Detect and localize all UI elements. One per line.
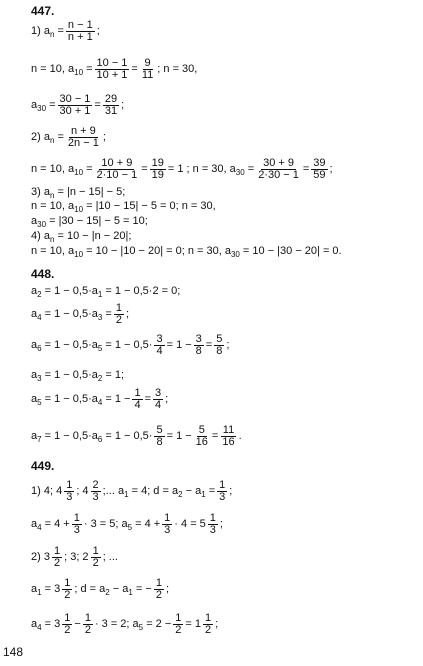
- text: = 1 − 0,5·a: [44, 430, 98, 442]
- numerator: 1: [73, 512, 80, 524]
- subscript: 5: [97, 344, 103, 353]
- fraction: [194, 334, 204, 357]
- text: 2) a: [31, 131, 50, 143]
- text: = −: [135, 583, 152, 595]
- text: − a: [185, 485, 202, 497]
- text: =: [247, 163, 255, 175]
- fraction: [72, 513, 82, 536]
- fraction: [64, 480, 74, 503]
- fraction: [214, 334, 224, 357]
- denominator: 2: [205, 624, 212, 636]
- fraction: [208, 513, 218, 536]
- text: =: [94, 99, 101, 111]
- text: ; 4: [76, 485, 89, 497]
- text: n = 10, a: [31, 245, 75, 257]
- text: 4) a: [31, 230, 50, 242]
- text: =: [105, 308, 112, 320]
- denominator: 11: [141, 69, 154, 81]
- numerator: 2: [92, 479, 99, 491]
- numerator: 1: [66, 479, 73, 491]
- denominator: 8: [195, 345, 202, 357]
- denominator: 3: [209, 524, 216, 536]
- numerator: n + 9: [70, 125, 96, 137]
- text: = 1 − 0,5·2 = 0;: [105, 285, 181, 297]
- numerator: 1: [64, 612, 71, 624]
- subscript: 30: [37, 104, 47, 113]
- text: =: [144, 393, 152, 405]
- text: = |n − 15| − 5;: [57, 186, 126, 198]
- subscript: 4: [97, 398, 103, 407]
- exercise-448-line-5: [31, 388, 168, 411]
- denominator: 16: [222, 436, 235, 448]
- exercise-449-heading: 449.: [31, 459, 55, 473]
- denominator: 4: [155, 399, 162, 411]
- denominator: 4: [134, 399, 141, 411]
- fraction: [311, 158, 327, 181]
- exercise-447-line-7: [31, 200, 216, 213]
- fraction: [132, 388, 142, 411]
- subscript: 2: [97, 374, 103, 383]
- text: − a: [112, 583, 129, 595]
- denominator: 2·30 − 1: [258, 169, 299, 181]
- numerator: 3: [195, 333, 202, 345]
- text: 1) a: [31, 25, 50, 37]
- denominator: 2: [155, 589, 162, 601]
- text: a: [31, 99, 38, 111]
- denominator: 16: [195, 436, 208, 448]
- text: 1) 4; 4: [31, 485, 63, 497]
- text: = 2 −: [146, 618, 172, 630]
- exercise-449-line-3: [31, 546, 118, 569]
- numerator: 11: [222, 424, 235, 436]
- numerator: 19: [151, 157, 164, 169]
- fraction: [62, 613, 72, 636]
- text: = 1 − 0,5·a: [44, 393, 98, 405]
- subscript: 1: [97, 290, 103, 299]
- text: = |10 − 15| − 5 = 0; n = 30,: [86, 200, 216, 212]
- exercise-448-line-3: [31, 334, 229, 357]
- text: ;: [229, 485, 233, 497]
- numerator: 1: [175, 612, 182, 624]
- denominator: n + 1: [67, 31, 93, 43]
- numerator: 10 + 9: [101, 157, 133, 169]
- denominator: 8: [216, 345, 223, 357]
- exercise-447-line-8: [31, 215, 148, 228]
- exercise-447-line-1: [31, 20, 100, 43]
- text: ;: [329, 163, 333, 175]
- text: =: [57, 25, 64, 37]
- numerator: 3: [156, 333, 163, 345]
- fraction: [66, 126, 101, 149]
- numerator: 1: [115, 302, 122, 314]
- subscript: 30: [37, 220, 47, 229]
- text: a: [31, 618, 38, 630]
- numerator: 5: [216, 333, 223, 345]
- denominator: 2: [175, 624, 182, 636]
- text: = |30 − 15| − 5 = 10;: [49, 215, 148, 227]
- text: ;: [219, 518, 223, 530]
- subscript: 6: [37, 344, 42, 353]
- numerator: 1: [53, 545, 61, 557]
- text: n = 10, a: [31, 163, 75, 175]
- subscript: n: [49, 30, 55, 39]
- text: = 1 − 0,5·a: [44, 308, 98, 320]
- exercise-449-line-4: [31, 578, 169, 601]
- denominator: 31: [104, 105, 118, 117]
- fraction: [62, 578, 72, 601]
- fraction: [140, 58, 155, 81]
- fraction: [103, 94, 119, 117]
- text: =: [208, 485, 216, 497]
- numerator: 1: [92, 545, 99, 557]
- text: ;: [102, 131, 106, 143]
- numerator: 1: [209, 512, 216, 524]
- fraction: [154, 578, 164, 601]
- numerator: 3: [155, 387, 162, 399]
- subscript: 1: [124, 490, 129, 499]
- subscript: n: [49, 191, 55, 200]
- subscript: 30: [235, 168, 245, 177]
- subscript: n: [49, 235, 55, 244]
- text: =: [86, 63, 93, 75]
- text: ;: [125, 308, 129, 320]
- text: =: [211, 430, 219, 442]
- text: = 1 − 0,5·a: [44, 285, 98, 297]
- exercise-447-line-5: [31, 158, 333, 181]
- text: ; 3; 2: [64, 551, 89, 563]
- exercise-447-line-9: [31, 230, 131, 243]
- text: = 10 − |n − 20|;: [57, 230, 132, 242]
- denominator: 8: [156, 436, 163, 448]
- text: ;: [226, 339, 230, 351]
- fraction: [91, 546, 101, 569]
- fraction: [83, 613, 93, 636]
- exercise-448-line-6: [31, 425, 242, 448]
- subscript: 3: [37, 374, 42, 383]
- text: a: [31, 215, 38, 227]
- text: = 3: [44, 618, 61, 630]
- numerator: 30 − 1: [59, 93, 91, 105]
- text: a: [31, 369, 38, 381]
- subscript: 10: [74, 250, 84, 259]
- fraction: [173, 613, 183, 636]
- subscript: 4: [37, 523, 42, 532]
- fraction: [220, 425, 236, 448]
- fraction: [52, 546, 62, 569]
- subscript: 7: [37, 435, 42, 444]
- fraction: [256, 158, 301, 181]
- text: = 4; d = a: [131, 485, 179, 497]
- denominator: 2: [92, 557, 99, 569]
- exercise-447-line-4: [31, 126, 106, 149]
- numerator: 1: [134, 387, 141, 399]
- denominator: 2: [64, 624, 71, 636]
- numerator: 9: [144, 57, 151, 69]
- subscript: 5: [127, 523, 133, 532]
- subscript: 2: [178, 490, 183, 499]
- numerator: 1: [164, 512, 171, 524]
- subscript: 2: [105, 588, 110, 597]
- text: n = 10, a: [31, 63, 75, 75]
- fraction: [154, 334, 164, 357]
- text: ;: [96, 25, 100, 37]
- text: = 1 −: [166, 430, 192, 442]
- text: · 4 = 5: [174, 518, 206, 530]
- text: a: [31, 308, 38, 320]
- denominator: 2·10 − 1: [96, 169, 138, 181]
- subscript: 1: [37, 588, 42, 597]
- fraction: [114, 303, 124, 326]
- text: · 3 = 2; a: [94, 618, 139, 630]
- text: ;: [121, 99, 125, 111]
- text: a: [31, 285, 38, 297]
- text: = 3: [44, 583, 61, 595]
- text: = 4 +: [135, 518, 161, 530]
- fraction: [153, 388, 163, 411]
- subscript: 30: [230, 250, 240, 259]
- text: = 10 − |10 − 20| = 0; n = 30, a: [86, 245, 231, 257]
- numerator: 1: [84, 612, 91, 624]
- numerator: 1: [205, 612, 212, 624]
- numerator: 10 − 1: [96, 57, 128, 69]
- numerator: 29: [104, 93, 118, 105]
- text: a: [31, 430, 38, 442]
- denominator: 3: [219, 491, 226, 503]
- fraction: [194, 425, 210, 448]
- exercise-447-line-2: [31, 58, 197, 81]
- text: = 1 −: [105, 393, 131, 405]
- subscript: 5: [37, 398, 42, 407]
- denominator: 3: [73, 524, 80, 536]
- text: n = 10, a: [31, 200, 75, 212]
- text: =: [57, 131, 64, 143]
- exercise-448-heading: 448.: [31, 267, 55, 281]
- text: 3) a: [31, 186, 50, 198]
- text: = 1 − 0,5·a: [44, 369, 98, 381]
- fraction: [58, 94, 93, 117]
- numerator: 39: [313, 157, 326, 169]
- text: ;: [165, 583, 169, 595]
- denominator: 19: [151, 169, 164, 181]
- text: = 1 ; n = 30, a: [167, 163, 236, 175]
- subscript: 1: [201, 490, 206, 499]
- denominator: 4: [156, 345, 163, 357]
- exercise-447-line-10: [31, 245, 342, 258]
- denominator: 2: [53, 557, 61, 569]
- subscript: 5: [138, 623, 144, 632]
- denominator: 2: [115, 314, 122, 326]
- text: =: [302, 163, 310, 175]
- text: ; ...: [102, 551, 118, 563]
- text: ; d = a: [74, 583, 106, 595]
- text: a: [31, 393, 38, 405]
- text: =: [205, 339, 213, 351]
- numerator: 30 + 9: [263, 157, 294, 169]
- text: =: [86, 163, 93, 175]
- text: = 1: [185, 618, 201, 630]
- text: =: [49, 99, 56, 111]
- fraction: [162, 513, 172, 536]
- text: −: [74, 618, 81, 630]
- text: 2) 3: [31, 551, 50, 563]
- numerator: 1: [64, 577, 71, 589]
- text: = 1 −: [166, 339, 192, 351]
- text: a: [31, 339, 38, 351]
- denominator: 2: [84, 624, 91, 636]
- denominator: 10 + 1: [96, 69, 128, 81]
- fraction: [150, 158, 166, 181]
- text: = 1 − 0,5·: [105, 339, 153, 351]
- text: ; n = 30,: [157, 63, 198, 75]
- text: =: [141, 163, 148, 175]
- denominator: 59: [313, 169, 326, 181]
- text: = 1;: [105, 369, 125, 381]
- fraction: [154, 425, 164, 448]
- page-number: 148: [3, 645, 24, 659]
- text: =: [131, 63, 138, 75]
- exercise-449-line-2: [31, 513, 223, 536]
- exercise-448-line-2: [31, 303, 129, 326]
- fraction: [91, 480, 101, 503]
- numerator: 5: [156, 424, 163, 436]
- subscript: 10: [74, 205, 84, 214]
- subscript: 3: [97, 313, 103, 322]
- exercise-449-line-1: [31, 480, 232, 503]
- denominator: 3: [92, 491, 99, 503]
- exercise-448-line-4: [31, 369, 124, 382]
- text: ;... a: [102, 485, 125, 497]
- numerator: 1: [155, 577, 162, 589]
- subscript: 2: [37, 290, 42, 299]
- subscript: 4: [37, 623, 42, 632]
- text: = 4 +: [44, 518, 70, 530]
- denominator: 3: [66, 491, 73, 503]
- denominator: 3: [164, 524, 171, 536]
- subscript: 10: [74, 68, 84, 77]
- fraction: [217, 480, 227, 503]
- subscript: 1: [128, 588, 133, 597]
- text: .: [238, 430, 242, 442]
- text: a: [31, 583, 38, 595]
- subscript: 4: [37, 313, 42, 322]
- fraction: [203, 613, 213, 636]
- text: = 1 − 0,5·a: [44, 339, 98, 351]
- numerator: n − 1: [67, 19, 93, 31]
- text: ;: [165, 393, 169, 405]
- exercise-447-heading: 447.: [31, 4, 55, 18]
- fraction: [66, 20, 95, 43]
- exercise-447-line-6: [31, 186, 125, 199]
- subscript: 6: [97, 435, 103, 444]
- subscript: n: [49, 136, 55, 145]
- numerator: 5: [198, 424, 205, 436]
- denominator: 2: [64, 589, 71, 601]
- denominator: 2n − 1: [67, 137, 99, 149]
- denominator: 30 + 1: [59, 105, 91, 117]
- text: = 1 − 0,5·: [105, 430, 153, 442]
- fraction: [95, 58, 130, 81]
- text: · 3 = 5; a: [83, 518, 128, 530]
- subscript: 10: [74, 168, 84, 177]
- text: = 10 − |30 − 20| = 0.: [242, 245, 342, 257]
- exercise-448-line-1: [31, 285, 180, 298]
- text: ;: [215, 618, 219, 630]
- exercise-447-line-3: [31, 94, 124, 117]
- fraction: [95, 158, 140, 181]
- numerator: 1: [219, 479, 226, 491]
- text: a: [31, 518, 38, 530]
- exercise-449-line-5: [31, 613, 218, 636]
